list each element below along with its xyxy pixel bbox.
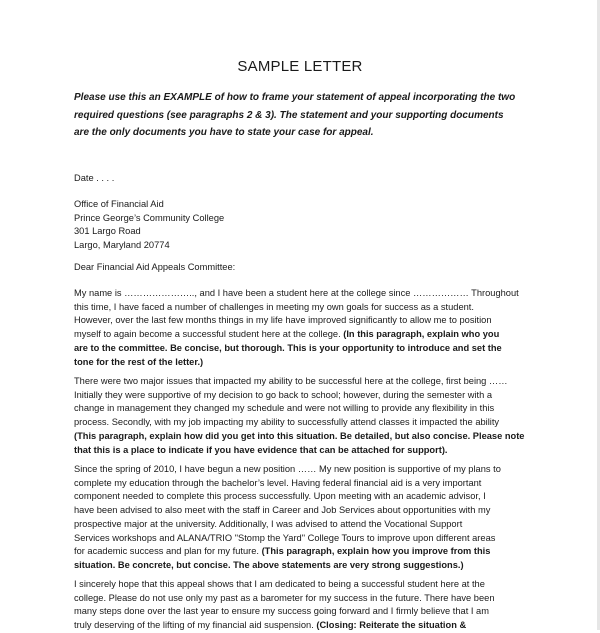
letter-title: SAMPLE LETTER [237,58,363,75]
line-text: My name is ………………….., and I have been a student here at the college since ……………… Throughout [74,288,519,298]
paragraph-line [74,430,530,444]
line-text: prospective major at the university. Additionally, I was advised to attend the Vocational Support [74,518,463,529]
paragraph-line [74,605,530,619]
paragraph-line [74,463,530,477]
paragraph-line [74,518,530,532]
paragraph-line [74,389,530,403]
intro-line: are the only documents you have to state your case for appeal. [74,127,374,138]
paragraph-line [74,356,530,370]
paragraph-line [74,490,530,504]
paragraph-line [74,559,530,573]
instruction-text: (This paragraph, explain how did you get into this situation. Be detailed, but also concise. Please note [74,430,525,441]
paragraph-closing [74,578,530,633]
paragraph-line [74,375,530,389]
instruction-text: situation. Be concrete, but concise. The above statements are very strong suggestions.) [74,559,464,570]
paragraph-situation [74,375,530,457]
instruction-text: are to the committee. Be concise, but thorough. This is your opportunity to introduce and set the [74,342,502,353]
paragraph-line [74,287,530,301]
instruction-text: (Closing: Reiterate the situation & [316,620,467,631]
paragraph-improvement [74,463,530,573]
paragraph-line [74,619,530,633]
paragraph-line [74,314,530,328]
paragraph-line [74,444,530,458]
line-text: truly deserving of the lifting of my financial aid suspension. [74,620,317,631]
address-line: 301 Largo Road [74,226,141,237]
intro-line: Please use this an EXAMPLE of how to frame your statement of appeal incorporating the two [74,92,516,103]
paragraph-line [74,578,530,592]
address-line: Prince George’s Community College [74,212,225,223]
address-line: Largo, Maryland 20774 [74,240,170,251]
paragraph-line [74,342,530,356]
line-text: There were two major issues that impacted my ability to be successful here at the college, first being …… [74,376,508,386]
paragraph-line [74,532,530,546]
line-text: college. Please do not use only my past as a barometer for my success in the future. There have been [74,592,495,603]
line-text: for academic success and plan for my future. [74,546,262,557]
line-text: Services workshops and ALANA/TRIO "Stomp the Yard" College Tours to improve upon different areas [74,532,496,543]
intro-line: required questions (see paragraphs 2 & 3). The statement and your supporting documents [74,109,504,121]
line-text: Since the spring of 2010, I have begun a new position …… My new position is supportive of my plans to [74,464,501,474]
line-text: myself to again become a successful student here at the college. [74,329,344,340]
date-line: Date . . . . [74,173,115,183]
line-text: component needed to complete this process successfully. Upon meeting with an academic advisor, I [74,491,486,502]
salutation: Dear Financial Aid Appeals Committee: [74,262,236,272]
line-text: many steps done over the last year to ensure my success going forward and I firmly believe that I am [74,606,489,617]
paragraph-line [74,328,530,342]
line-text: this time, I have faced a number of challenges in meeting my own goals for success as a student. [74,301,474,312]
paragraph-line [74,402,530,416]
paragraph-line [74,504,530,518]
paragraph-line [74,416,530,430]
paragraph-line [74,301,530,315]
intro-instructions [74,89,524,142]
line-text: process. Secondly, with my job impacting my ability to successfully attend classes it impacted the ability [74,417,500,428]
line-text: have been advised to also meet with the staff in Career and Job Services about opportunities with my [74,505,491,516]
line-text: complete my education through the bachelor’s level. Having federal financial aid is a very important [74,477,482,488]
line-text: However, over the last few months things in my life have improved significantly to allow me to position [74,315,492,326]
paragraph-line [74,477,530,491]
paragraph-line [74,592,530,606]
instruction-text: (This paragraph, explain how you improve from this [261,546,491,557]
paragraph-line [74,545,530,559]
paragraph-introduction [74,287,530,369]
line-text: change in management they changed my schedule and were not willing to provide any flexibility in this [74,403,495,414]
recipient-address [74,198,530,253]
instruction-text: (In this paragraph, explain who you [343,329,500,340]
instruction-text: that this is a place to indicate if you have evidence that can be attached for support). [74,444,448,455]
address-line: Office of Financial Aid [74,199,164,209]
line-text: Initially they were supportive of my decision to go back to school; however, during the semester with a [74,389,493,400]
line-text: I sincerely hope that this appeal shows that I am dedicated to being a successful student here at the [74,579,485,589]
instruction-text: tone for the rest of the letter.) [74,356,204,367]
